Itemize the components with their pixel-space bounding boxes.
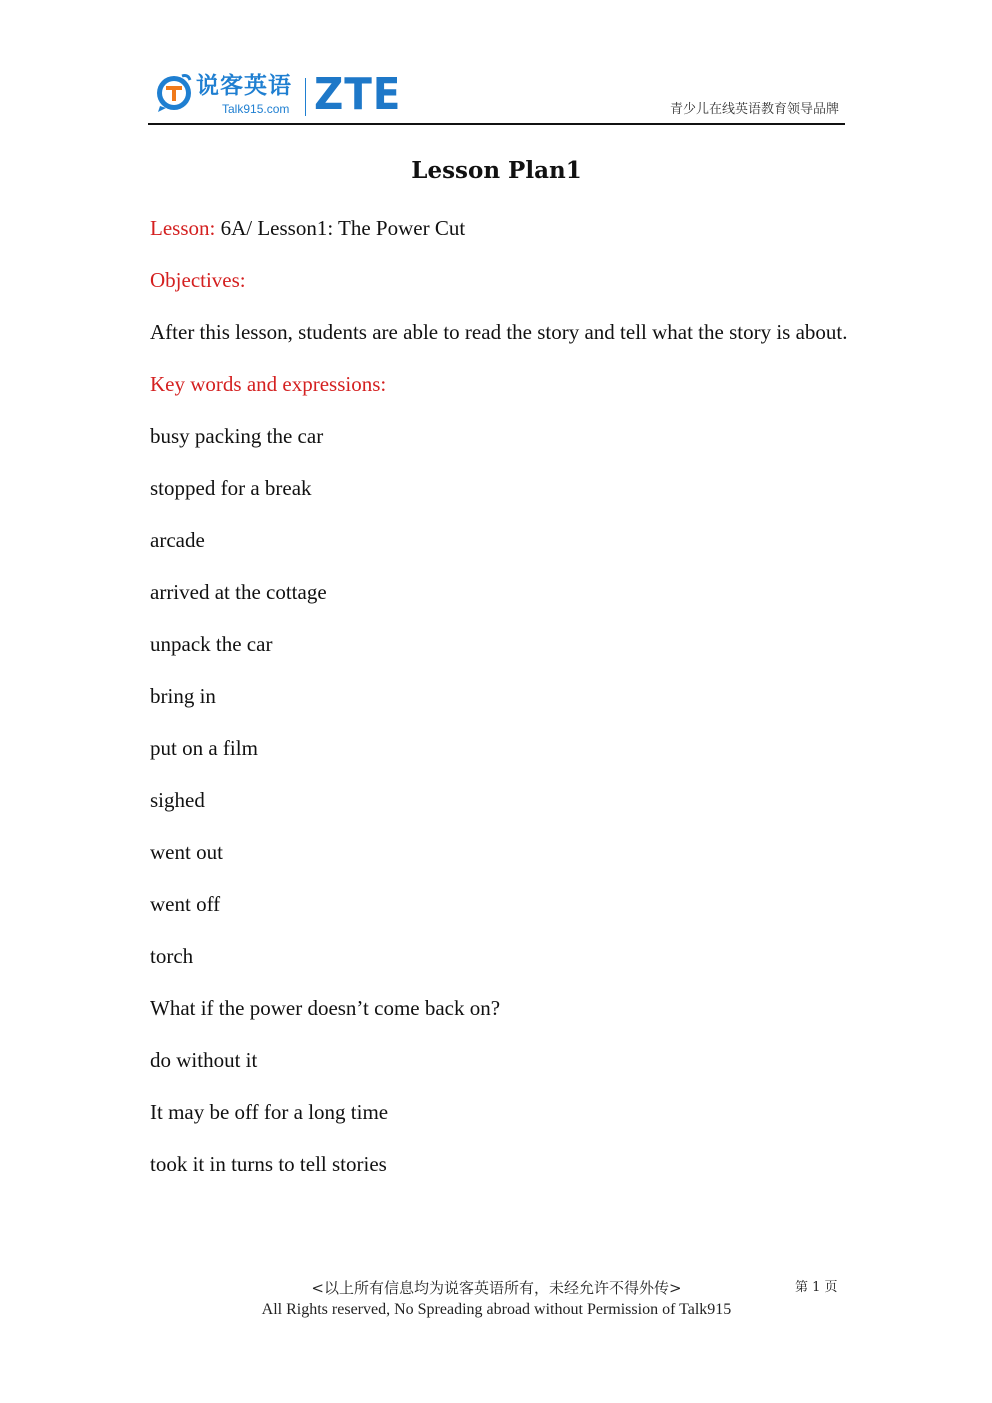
key-word-item: sighed xyxy=(150,788,205,812)
key-word-item: went out xyxy=(150,840,223,864)
footer-notice: <以上所有信息均为说客英语所有，未经允许不得外传> xyxy=(311,1279,682,1297)
header-rule xyxy=(148,123,845,125)
objectives-label: Objectives: xyxy=(150,268,246,292)
key-words-label: Key words and expressions: xyxy=(150,372,387,396)
key-word-item: arrived at the cottage xyxy=(150,580,327,604)
objectives-text: After this lesson, students are able to read the story and tell what the story is about. xyxy=(150,320,848,344)
key-word-item: went off xyxy=(150,892,221,916)
key-word-item: do without it xyxy=(150,1048,258,1072)
key-word-item: took it in turns to tell stories xyxy=(150,1152,387,1176)
page-number: 第 1 页 xyxy=(795,1280,838,1295)
brand-domain: Talk915.com xyxy=(222,102,290,116)
lesson-label: Lesson: xyxy=(150,216,216,240)
key-word-item: bring in xyxy=(150,684,216,708)
document-body xyxy=(150,202,850,1190)
document-title: Lesson Plan1 xyxy=(411,157,582,184)
logo-divider xyxy=(305,78,306,116)
key-word-item: What if the power doesn’t come back on? xyxy=(150,996,501,1020)
page-header xyxy=(148,66,845,124)
key-word-item: put on a film xyxy=(150,736,258,760)
speech-bubble-t-logo-icon xyxy=(154,72,194,112)
footer-rights: All Rights reserved, No Spreading abroad without Permission of Talk915 xyxy=(261,1301,732,1318)
lesson-line xyxy=(150,202,850,254)
key-word-item: torch xyxy=(150,944,194,968)
brand-name: 说客英语 xyxy=(196,73,292,99)
lesson-value: 6A/ Lesson1: The Power Cut xyxy=(215,216,466,240)
key-word-item: arcade xyxy=(150,528,205,552)
key-word-item: busy packing the car xyxy=(150,424,324,448)
key-word-item: unpack the car xyxy=(150,632,273,656)
key-word-item: It may be off for a long time xyxy=(150,1100,389,1124)
key-words-list xyxy=(150,410,850,1190)
key-word-item: stopped for a break xyxy=(150,476,312,500)
header-tagline: 青少儿在线英语教育领导品牌 xyxy=(669,102,839,117)
zte-logo: ZTE xyxy=(314,69,402,120)
